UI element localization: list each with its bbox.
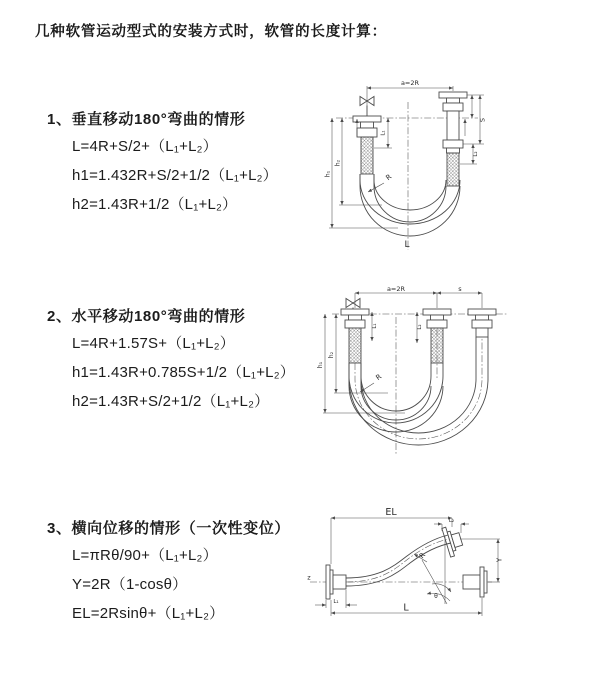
middle-fitting <box>423 309 451 363</box>
left-flange <box>326 565 346 599</box>
top-dimension <box>355 285 482 308</box>
right-fitting <box>468 309 496 337</box>
hose-displaced-bend <box>349 337 488 445</box>
dim-label-theta: θ <box>434 593 438 600</box>
dim-label-length: L <box>403 602 409 614</box>
s-dimension <box>463 95 487 144</box>
section-3-heading: 3、横向位移的情形（一次性变位） <box>47 520 290 537</box>
radius-callout <box>368 173 393 192</box>
hose-braid <box>349 328 361 363</box>
axis-mark: z <box>307 573 311 582</box>
formula-line: h2=1.43R+1/2（L₁+L₂） <box>72 196 238 213</box>
el-dimension <box>331 507 455 564</box>
l1-dimension <box>315 590 357 608</box>
formula-line: L=πRθ/90+（L₁+L₂） <box>72 547 218 564</box>
section-vertical-move <box>47 108 278 224</box>
formula-line: L=4R+S/2+（L₁+L₂） <box>72 138 218 155</box>
dim-label-h2: h₂ <box>328 351 335 359</box>
upper-tilted-flange <box>442 524 465 557</box>
formula-line: L=4R+1.57S+（L₁+L₂） <box>72 335 235 352</box>
dim-label-h2: h₂ <box>334 159 342 167</box>
dim-label-span: a=2R <box>386 285 406 293</box>
dim-label-l2: L₂ <box>448 518 455 524</box>
dim-label-h1: h₁ <box>317 361 324 369</box>
hose-braid <box>431 328 443 363</box>
hose-braid <box>361 137 373 174</box>
dim-label-h1: h₁ <box>324 170 332 178</box>
l1-dimension <box>372 312 378 341</box>
right-fitting <box>439 92 467 186</box>
hose-s-curve <box>346 535 451 586</box>
dim-label-l1: L₁ <box>333 599 339 605</box>
diagram-vertical-bend <box>310 76 590 256</box>
dim-label-s: S <box>478 117 487 123</box>
section-horizontal-move <box>47 305 295 421</box>
dim-label-shift: s <box>458 285 462 293</box>
dim-label-l1: L₁ <box>380 130 387 136</box>
dim-label-span: a=2R <box>400 79 420 87</box>
section-1-heading: 1、垂直移动180°弯曲的情形 <box>47 111 246 128</box>
dim-label-el: EL <box>385 507 397 518</box>
page-title: 几种软管运动型式的安装方式时，软管的长度计算： <box>35 24 387 40</box>
dim-label-radius: R <box>374 372 384 383</box>
formula-line: h1=1.432R+S/2+1/2（L₁+L₂） <box>72 167 278 184</box>
l2-dimension <box>417 312 423 343</box>
l2-dimension <box>434 518 469 533</box>
left-fitting <box>341 309 369 363</box>
diagram-lateral-offset <box>300 503 600 655</box>
formula-line: EL=2Rsinθ+（L₁+L₂） <box>72 605 225 622</box>
hose-braid <box>447 153 459 186</box>
right-flange <box>463 567 487 597</box>
dim-label-y: Y <box>495 557 504 563</box>
formula-line: h2=1.43R+S/2+1/2（L₁+L₂） <box>72 393 270 410</box>
dim-label-l2: L₂ <box>473 151 479 157</box>
angle-construction <box>422 536 451 604</box>
formula-line: Y=2R（1-cosθ） <box>72 576 188 593</box>
section-lateral-offset <box>47 517 290 633</box>
formula-line: h1=1.43R+0.785S+1/2（L₁+L₂） <box>72 364 295 381</box>
dim-label-radius: R <box>417 551 428 561</box>
l-dimension <box>331 598 482 616</box>
dim-label-radius: R <box>384 172 394 183</box>
dim-label-length: L <box>404 240 410 250</box>
dim-label-l2: L₂ <box>417 324 423 330</box>
diagram-horizontal-bend <box>310 283 598 465</box>
section-2-heading: 2、水平移动180°弯曲的情形 <box>47 308 246 325</box>
dim-label-l1: L₁ <box>372 323 378 329</box>
